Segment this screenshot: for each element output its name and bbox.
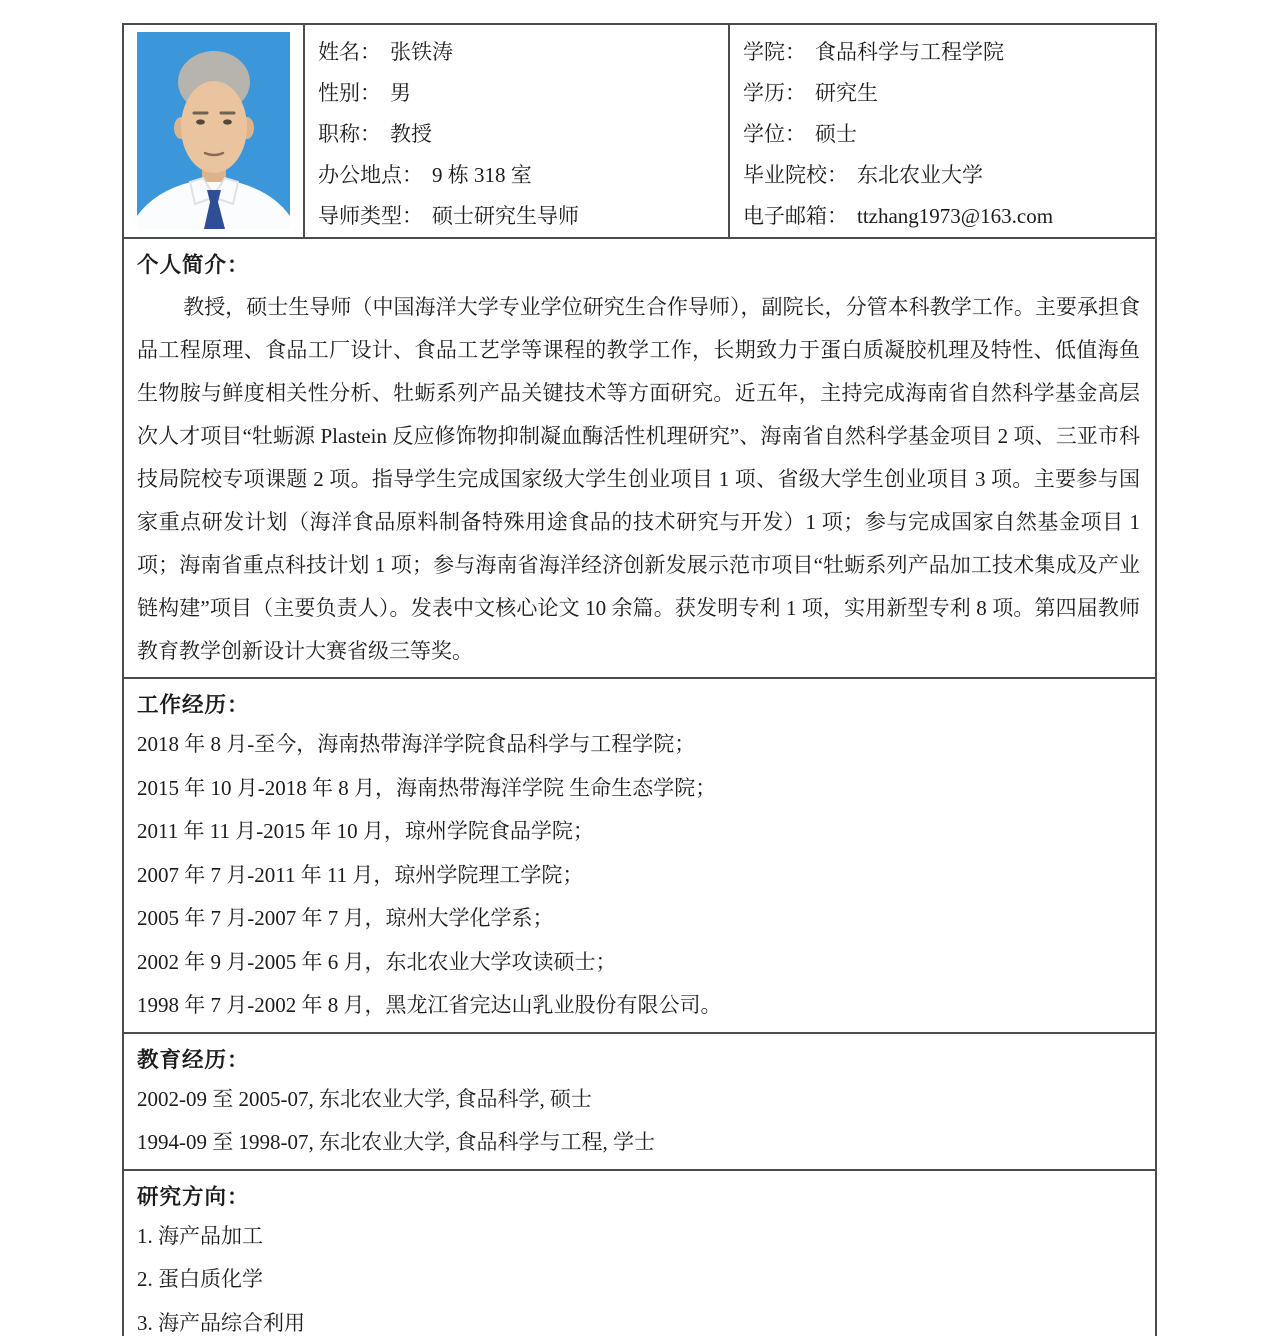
field-gender-value: 男 — [390, 81, 411, 105]
work-item: 1998 年 7 月-2002 年 8 月，黑龙江省完达山乳业股份有限公司。 — [137, 993, 722, 1017]
photo-cell — [124, 25, 305, 237]
field-supervisor-type-value: 硕士研究生导师 — [432, 204, 579, 228]
profile-photo — [137, 32, 290, 229]
field-office-value: 9 栋 318 室 — [432, 163, 532, 187]
field-supervisor-type-label: 导师类型： — [318, 204, 423, 228]
section-research-directions — [124, 1169, 1155, 1336]
section-education — [124, 1032, 1155, 1169]
portrait-face — [181, 81, 247, 173]
field-college-label: 学院： — [743, 40, 806, 64]
field-office — [318, 155, 728, 196]
field-supervisor-type — [318, 196, 728, 237]
field-degree-value: 硕士 — [815, 122, 857, 146]
field-office-label: 办公地点： — [318, 163, 423, 187]
section-personal-intro — [124, 237, 1155, 677]
field-education-level-value: 研究生 — [815, 81, 878, 105]
field-name-label: 姓名： — [318, 40, 381, 64]
field-alma-mater — [743, 155, 1155, 196]
info-column-right — [730, 25, 1155, 237]
field-name — [318, 32, 728, 73]
education-title: 教育经历： — [137, 1047, 250, 1072]
field-email-value: ttzhang1973@163.com — [857, 204, 1054, 228]
field-title — [318, 114, 728, 155]
work-item: 2015 年 10 月-2018 年 8 月，海南热带海洋学院 生命生态学院； — [137, 775, 717, 800]
personal-intro-title: 个人简介： — [137, 253, 250, 277]
field-degree-label: 学位： — [743, 122, 806, 146]
field-education-level-label: 学历： — [743, 81, 806, 105]
field-gender-label: 性别： — [318, 81, 381, 105]
research-item: 2. 蛋白质化学 — [137, 1267, 263, 1291]
field-alma-mater-label: 毕业院校： — [743, 163, 848, 187]
field-college-value: 食品科学与工程学院 — [815, 40, 1004, 64]
profile-table — [122, 23, 1157, 1336]
profile-header-row — [124, 25, 1155, 237]
section-work-experience — [124, 677, 1155, 1032]
field-degree — [743, 114, 1155, 155]
work-item: 2018 年 8 月-至今，海南热带海洋学院食品科学与工程学院； — [137, 732, 696, 756]
field-title-value: 教授 — [390, 122, 432, 146]
work-item: 2011 年 11 月-2015 年 10 月，琼州学院食品学院； — [137, 819, 594, 843]
field-college — [743, 32, 1155, 73]
field-education-level — [743, 73, 1155, 114]
education-item: 1994-09 至 1998-07, 东北农业大学, 食品科学与工程, 学士 — [137, 1130, 655, 1154]
education-item: 2002-09 至 2005-07, 东北农业大学, 食品科学, 硕士 — [137, 1086, 592, 1111]
work-item: 2002 年 9 月-2005 年 6 月，东北农业大学攻读硕士； — [137, 949, 617, 974]
field-title-label: 职称： — [318, 122, 381, 146]
research-item: 3. 海产品综合利用 — [137, 1310, 305, 1335]
research-directions-title: 研究方向： — [137, 1184, 250, 1209]
work-item: 2007 年 7 月-2011 年 11 月，琼州学院理工学院； — [137, 862, 584, 887]
personal-intro-paragraph: 教授，硕士生导师（中国海洋大学专业学位研究生合作导师），副院长，分管本科教学工作。主要承担食品工程原理、食品工厂设计、食品工艺学等课程的教学工作，长期致力于蛋白质凝胶机理及特性、低值海鱼生物胺与鲜度相关性分析、牡蛎系列产品关键技术等方面研究。近五年，主持完成海南省自然科学基金高层次人才项目“牡蛎源 Plastein 反应修饰物抑制凝血酶活性机理研究”、海南省自然科学基金项目 2 项、三亚市科技局院校专项课题 2 项。指导学生完成国家级大学生创业项目 1 项、省级大学生创业项目 3 项。主要参与国家重点研发计划（海洋食品原料制备特殊用途食品的技术研究与开发）1 项；参与完成国家自然基金项目 1 项；海南省重点科技计划 1 项；参与海南省海洋经济创新发展示范市项目“牡蛎系列产品加工技术集成及产业链构建”项目（主要负责人）。发表中文核心论文 10 余篇。获发明专利 1 项，实用新型专利 8 项。第四届教师教育教学创新设计大赛省级三等奖。 — [137, 295, 1140, 663]
work-item: 2005 年 7 月-2007 年 7 月，琼州大学化学系； — [137, 906, 554, 930]
field-gender — [318, 73, 728, 114]
work-experience-title: 工作经历： — [137, 693, 250, 717]
info-column-left — [305, 25, 730, 237]
field-email-label: 电子邮箱： — [743, 204, 848, 228]
research-item: 1. 海产品加工 — [137, 1223, 263, 1248]
field-alma-mater-value: 东北农业大学 — [857, 163, 983, 187]
field-email — [743, 196, 1155, 237]
portrait-eye-right — [223, 119, 232, 124]
portrait-eye-left — [196, 119, 205, 124]
field-name-value: 张铁涛 — [390, 40, 453, 64]
